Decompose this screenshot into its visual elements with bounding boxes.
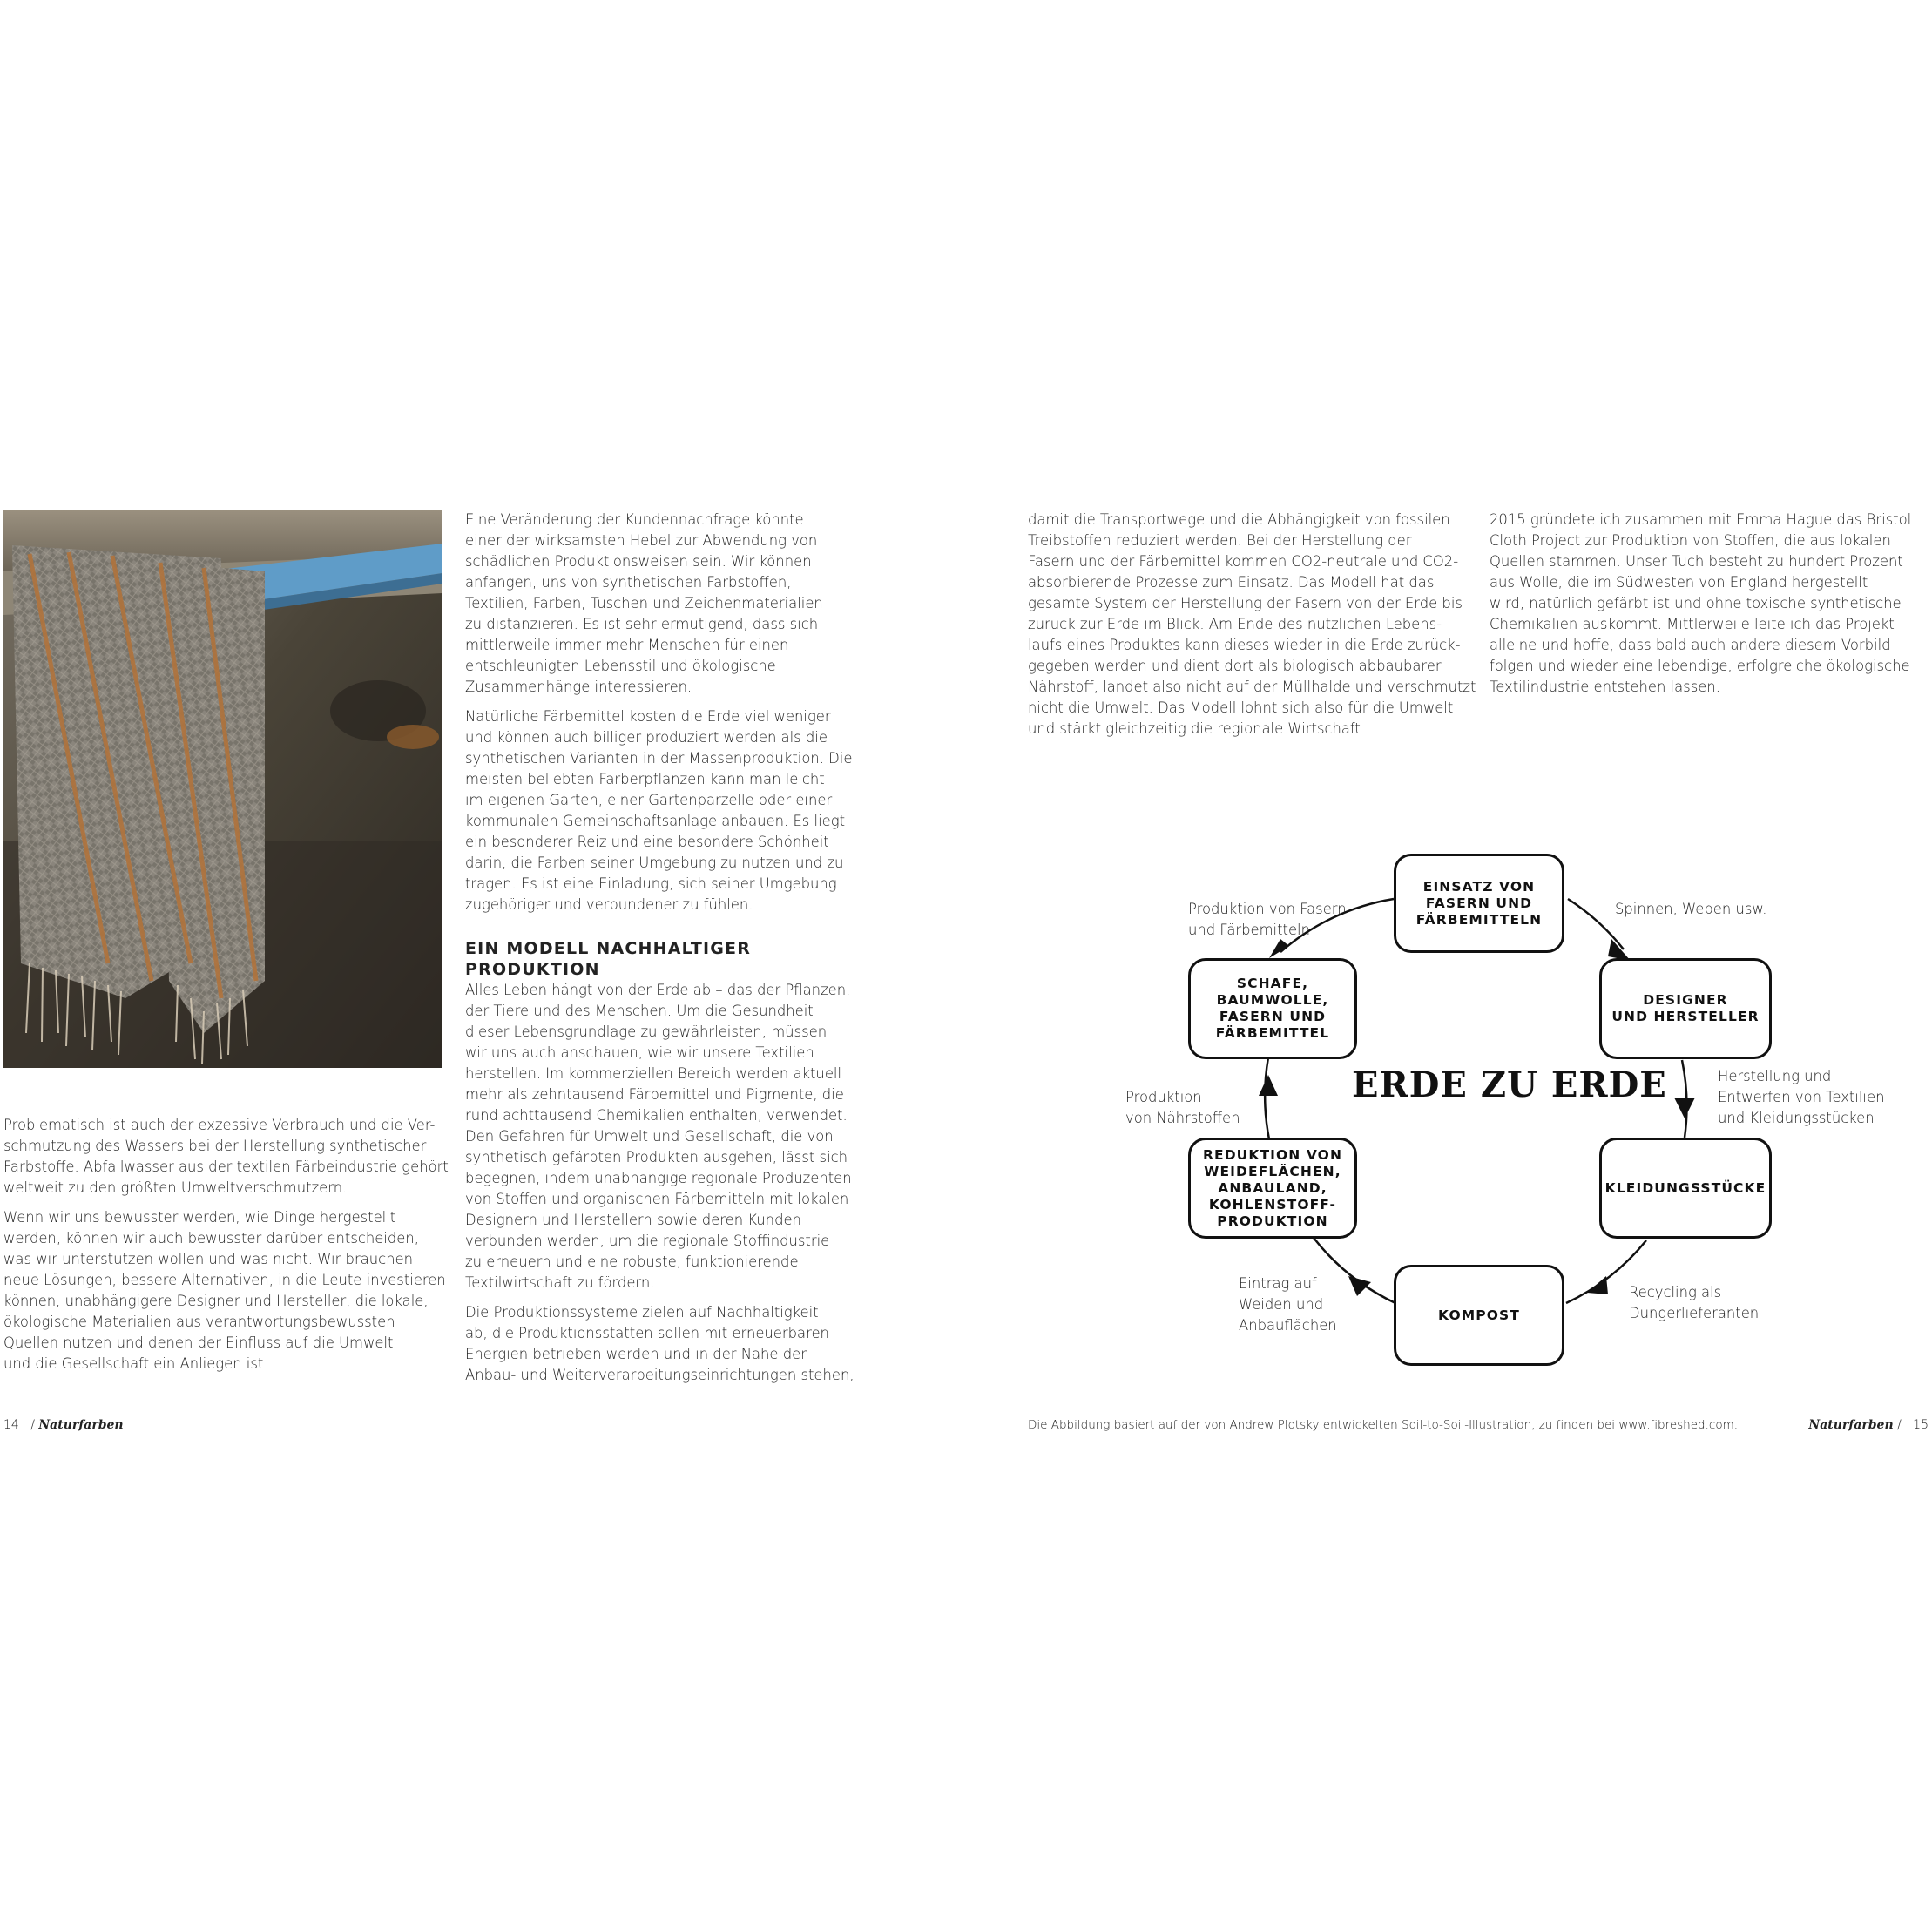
text-line: Den Gefahren für Umwelt und Gesellschaft, die von [465,1128,834,1145]
text-line: zurück zur Erde im Blick. Am Ende des nützlichen Lebens- [1028,616,1442,632]
text-line: und stärkt gleichzeitig die regionale Wirtschaft. [1028,720,1366,737]
text-line: mittlerweile immer mehr Menschen für einen [465,637,789,653]
text-line: zu erneuern und eine robuste, funktionierende [465,1253,799,1270]
text-line: absorbierende Prozesse zum Einsatz. Das Modell hat das [1028,574,1435,591]
scarf-photo [3,510,442,1068]
label-line: von Nährstoffen [1125,1110,1240,1126]
text-line: tragen. Es ist eine Einladung, sich seiner Umgebung [465,875,837,892]
text-line: 2015 gründete ich zusammen mit Emma Hague das Bristol [1490,511,1912,528]
text-line: Zusammenhänge interessieren. [465,679,692,695]
text-line: Chemikalien auskommt. Mittlerweile leite ich das Projekt [1490,616,1895,632]
box-label: DESIGNER [1643,992,1728,1008]
label-line: Anbauflächen [1239,1317,1337,1334]
text-line: Eine Veränderung der Kundennachfrage könnte [465,511,804,528]
label-line: Recycling als [1629,1284,1722,1300]
text-line: dieser Lebensgrundlage zu gewährleisten, müssen [465,1023,828,1040]
text-line: schädlichen Produktionsweisen sein. Wir können [465,553,812,570]
middle-left-column-text [465,510,866,1395]
text-line: können, unabhängigere Designer und Hersteller, die lokale, [3,1293,429,1309]
footer-left [3,1418,124,1432]
text-line: der Tiere und des Menschen. Um die Gesundheit [465,1003,814,1019]
box-label: WEIDEFLÄCHEN, [1204,1163,1341,1179]
box-label: FÄRBEMITTELN [1415,911,1543,928]
text-line: Wenn wir uns bewusster werden, wie Dinge hergestellt [3,1209,396,1226]
text-line: anfangen, uns von synthetischen Farbstoffen, [465,574,792,591]
box-label: FASERN UND [1219,1009,1327,1024]
text-line: und die Gesellschaft ein Anliegen ist. [3,1355,268,1372]
text-line: verbunden werden, um die regionale Stoffindustrie [465,1233,830,1249]
text-line: Alles Leben hängt von der Erde ab – das der Pflanzen, [465,982,851,998]
paragraph-4 [465,1302,866,1386]
box-label: SCHAFE, [1236,976,1309,991]
label-eintrag [1239,1273,1337,1336]
text-line: kommunalen Gemeinschaftsanlage anbauen. Es liegt [465,813,846,829]
arrow-head [1674,1098,1695,1118]
text-line: neue Lösungen, bessere Alternativen, in die Leute investieren [3,1272,446,1288]
text-line: mehr als zehntausend Färbemittel und Pigmente, die [465,1086,844,1103]
page-number: 15 [1913,1418,1929,1432]
section-heading [465,938,866,980]
box-reduktion [1188,1138,1357,1239]
scarf-illustration [3,510,442,1068]
text-line: schmutzung des Wassers bei der Herstellung synthetischer [3,1138,427,1154]
arrow-head [1587,1276,1608,1294]
text-line: aus Wolle, die im Südwesten von England hergestellt [1490,574,1868,591]
text-line: Designern und Herstellern sowie deren Kunden [465,1212,801,1228]
label-line: Entwerfen von Textilien [1718,1089,1885,1105]
box-designer [1599,958,1772,1059]
text-line: laufs eines Produktes kann dieses wieder in die Erde zurück- [1028,637,1461,653]
cycle-arc [1265,1057,1269,1139]
text-line: begegnen, indem unabhängige regionale Produzenten [465,1170,852,1186]
text-line: zugehöriger und verbundener zu fühlen. [465,896,753,913]
label-line: Eintrag auf [1239,1275,1317,1292]
page-number: 14 [3,1418,19,1432]
text-line: wir uns auch anschauen, wie wir unsere Textilien [465,1044,814,1061]
footer-right [1808,1418,1929,1432]
text-line: synthetisch gefärbten Produkten ausgehen, lässt sich [465,1149,848,1165]
text-line: einer der wirksamsten Hebel zur Abwendung von [465,532,818,549]
text-line: synthetischen Varianten in der Massenproduktion. Die [465,750,853,767]
box-label: FÄRBEMITTEL [1215,1025,1330,1041]
running-title: Naturfarben [1808,1418,1894,1432]
text-line: Quellen nutzen und denen der Einfluss auf die Umwelt [3,1334,394,1351]
text-line: Textilwirtschaft zu fördern. [465,1274,655,1291]
arrow-head [1259,1075,1278,1096]
arrow-head [1348,1276,1371,1296]
running-title: Naturfarben [38,1418,124,1432]
label-line: Düngerlieferanten [1629,1305,1760,1321]
label-line: und Kleidungsstücken [1718,1110,1875,1126]
paragraph-1 [465,510,866,698]
text-line: im eigenen Garten, einer Gartenparzelle oder einer [465,792,833,808]
text-line: entschleunigten Lebensstil und ökologische [465,658,776,674]
label-line: Weiden und [1239,1296,1324,1313]
box-label: KLEIDUNGSSTÜCKE [1604,1179,1766,1196]
text-line: ab, die Produktionsstätten sollen mit erneuerbaren [465,1325,829,1341]
text-line: ein besonderer Reiz und eine besondere Schönheit [465,834,829,850]
text-line: Anbau- und Weiterverarbeitungseinrichtungen stehen, [465,1367,855,1383]
paragraph-1 [1028,510,1476,740]
text-line: nicht die Umwelt. Das Modell lohnt sich also für die Umwelt [1028,699,1454,716]
text-line: alleine und hoffe, dass bald auch andere diesem Vorbild [1490,637,1891,653]
label-fasern [1188,899,1347,941]
soil-to-soil-diagram [1010,836,1885,1394]
text-line: ökologische Materialien aus verantwortungsbewussten [3,1314,395,1330]
paragraph-2 [3,1207,448,1375]
text-line: Textilindustrie entstehen lassen. [1490,679,1720,695]
text-line: von Stoffen und organischen Färbemitteln mit lokalen [465,1191,849,1207]
paragraph-1 [3,1115,448,1199]
box-label: UND HERSTELLER [1611,1009,1760,1024]
box-label: KOHLENSTOFF- [1208,1196,1337,1213]
paragraph-1 [1490,510,1925,698]
left-column-text [3,1115,448,1383]
right-column-text [1490,510,1925,706]
box-schafe [1188,958,1357,1059]
text-line: folgen und wieder eine lebendige, erfolgreiche ökologische [1490,658,1910,674]
box-label: FASERN UND [1425,895,1533,911]
text-line: damit die Transportwege und die Abhängigkeit von fossilen [1028,511,1450,528]
text-line: weltweit zu den größten Umweltverschmutzern. [3,1179,348,1196]
text-line: Energien betrieben werden und in der Nähe der [465,1346,807,1362]
label-spinnen [1615,899,1767,920]
paragraph-3 [465,980,866,1294]
box-kleidung [1599,1138,1772,1239]
diagram-title: ERDE ZU ERDE [1352,1064,1667,1105]
box-kompost [1394,1265,1564,1366]
box-label: REDUKTION VON [1202,1146,1343,1163]
label-naehrstoffe [1125,1087,1240,1129]
figure-caption: Die Abbildung basiert auf der von Andrew Plotsky entwickelten Soil-to-Soil-Illustration, zu finden bei www.fibreshed.com. [1028,1418,1739,1432]
text-line: werden, können wir auch bewusster darüber entscheiden, [3,1230,419,1246]
middle-right-column-text [1028,510,1476,748]
label-line: Produktion von Fasern [1188,901,1347,917]
footer-separator: / [30,1418,35,1432]
text-line: Die Produktionssysteme zielen auf Nachhaltigkeit [465,1304,819,1321]
text-line: Treibstoffen reduziert werden. Bei der Herstellung der [1028,532,1412,549]
heading-line: EIN MODELL NACHHALTIGER [465,939,752,958]
box-label: PRODUKTION [1217,1213,1328,1229]
label-line: und Färbemitteln [1188,922,1310,938]
label-recycling [1629,1282,1759,1324]
footer-separator: / [1897,1418,1902,1432]
text-line: herstellen. Im kommerziellen Bereich werden aktuell [465,1065,842,1082]
text-line: gesamte System der Herstellung der Fasern von der Erde bis [1028,595,1463,611]
text-line: zu distanzieren. Es ist sehr ermutigend, dass sich [465,616,819,632]
text-line: Farbstoffe. Abfallwasser aus der textilen Färbeindustrie gehört [3,1159,449,1175]
box-label: ANBAULAND, [1218,1179,1327,1196]
text-line: darin, die Farben seiner Umgebung zu nutzen und zu [465,855,844,871]
box-label: BAUMWOLLE, [1216,992,1329,1008]
text-line: Fasern und der Färbemittel kommen CO2-neutrale und CO2- [1028,553,1459,570]
box-label: EINSATZ VON [1422,878,1536,895]
text-line: Cloth Project zur Produktion von Stoffen, die aus lokalen [1490,532,1891,549]
text-line: rund achttausend Chemikalien enthalten, verwendet. [465,1107,848,1124]
box-einsatz [1394,854,1564,953]
label-line: Herstellung und [1718,1068,1832,1084]
label-line: Produktion [1125,1089,1202,1105]
text-line: Quellen stammen. Unser Tuch besteht zu hundert Prozent [1490,553,1903,570]
text-line: meisten beliebten Färberpflanzen kann man leicht [465,771,825,787]
text-line: Natürliche Färbemittel kosten die Erde viel weniger [465,708,831,725]
text-line: wird, natürlich gefärbt ist und ohne toxische synthetische [1490,595,1902,611]
box-label: KOMPOST [1438,1307,1520,1323]
label-line: Spinnen, Weben usw. [1615,901,1767,917]
text-line: Problematisch ist auch der exzessive Verbrauch und die Ver- [3,1117,436,1133]
text-line: gegeben werden und dient dort als biologisch abbaubarer [1028,658,1442,674]
text-line: Textilien, Farben, Tuschen und Zeichenmaterialien [465,595,823,611]
text-line: und können auch billiger produziert werden als die [465,729,828,746]
label-herstellung [1718,1066,1884,1129]
text-line: Nährstoff, landet also nicht auf der Müllhalde und verschmutzt [1028,679,1476,695]
heading-line: PRODUKTION [465,960,600,979]
text-line: was wir unterstützen wollen und was nicht. Wir brauchen [3,1251,413,1267]
paragraph-2 [465,706,866,915]
